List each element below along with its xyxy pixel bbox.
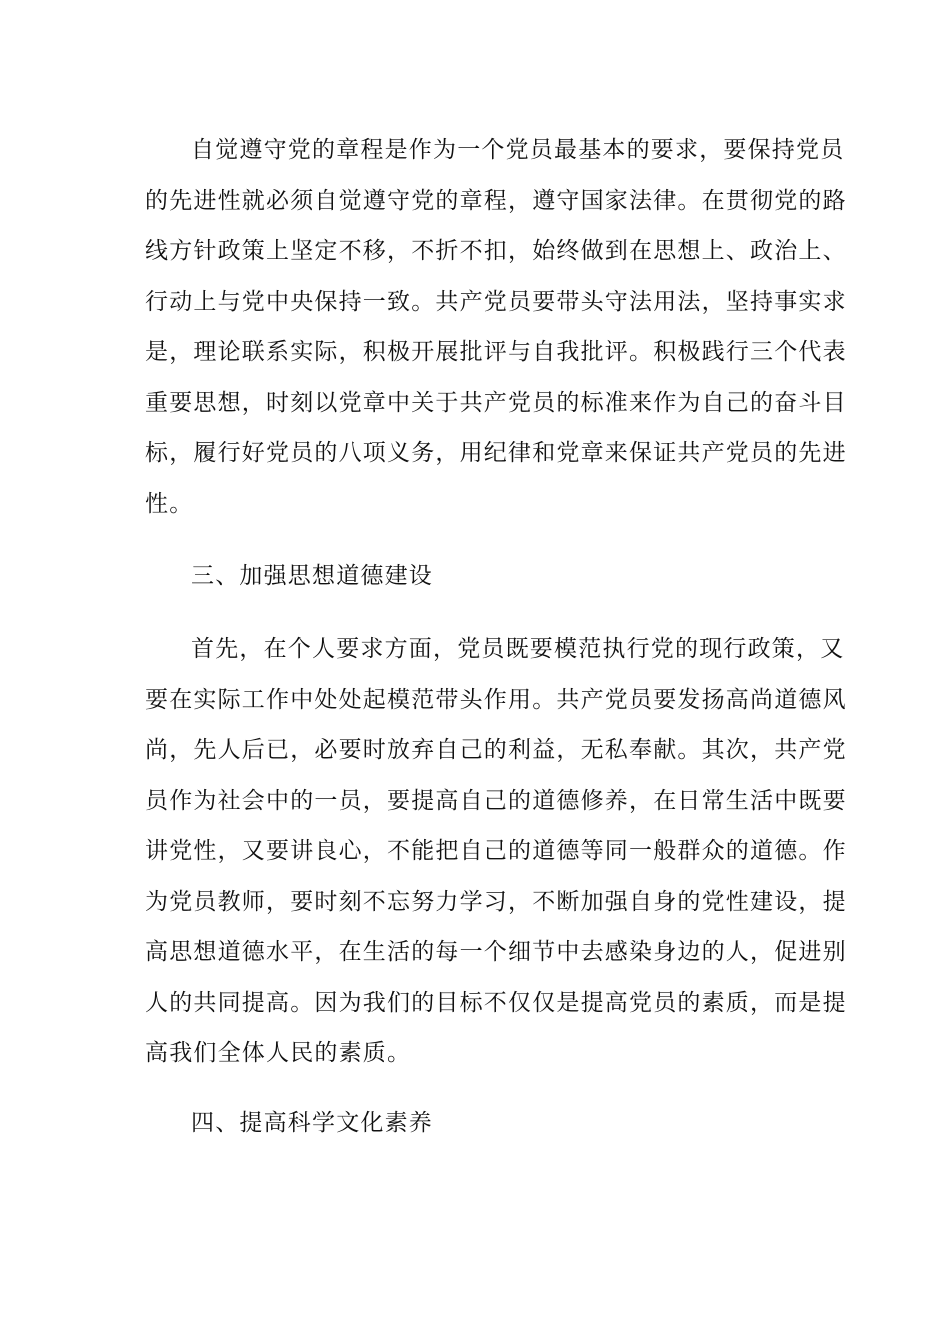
paragraph-line: 首先，在个人要求方面，党员既要模范执行党的现行政策，又: [191, 636, 845, 662]
paragraph-line: 标，履行好党员的八项义务，用纪律和党章来保证共产党员的先进: [145, 440, 847, 466]
paragraph-line: 是，理论联系实际，积极开展批评与自我批评。积极践行三个代表: [145, 339, 847, 365]
paragraph-line: 要在实际工作中处处起模范带头作用。共产党员要发扬高尚道德风: [145, 686, 847, 713]
paragraph-line: 高我们全体人民的素质。: [145, 1040, 412, 1066]
paragraph-line: 员作为社会中的一员，要提高自己的道德修养，在日常生活中既要: [145, 787, 847, 814]
paragraph-line: 线方针政策上坚定不移，不折不扣，始终做到在思想上、政治上、: [145, 238, 847, 264]
paragraph-line: 行动上与党中央保持一致。共产党员要带头守法用法，坚持事实求: [145, 288, 847, 315]
paragraph-party-constitution: [145, 125, 847, 529]
paragraph-line: 尚，先人后已，必要时放弃自己的利益，无私奉献。其次，共产党: [145, 737, 847, 763]
paragraph-line: 为党员教师，要时刻不忘努力学习，不断加强自身的党性建设，提: [145, 888, 847, 915]
section-heading-3: 三、加强思想道德建设: [191, 563, 433, 589]
section-heading-4: 四、提高科学文化素养: [191, 1110, 433, 1136]
paragraph-line: 自觉遵守党的章程是作为一个党员最基本的要求，要保持党员: [191, 137, 845, 163]
paragraph-line: 重要思想，时刻以党章中关于共产党员的标准来作为自己的奋斗目: [145, 389, 847, 416]
paragraph-line: 的先进性就必须自觉遵守党的章程，遵守国家法律。在贯彻党的路: [145, 187, 847, 214]
paragraph-line: 高思想道德水平，在生活的每一个细节中去感染身边的人，促进别: [145, 939, 847, 965]
paragraph-line: 性。: [145, 490, 194, 517]
paragraph-moral-construction: [145, 624, 847, 1079]
paragraph-line: 讲党性，又要讲良心，不能把自己的道德等同一般群众的道德。作: [145, 838, 847, 864]
paragraph-line: 人的共同提高。因为我们的目标不仅仅是提高党员的素质，而是提: [145, 989, 847, 1016]
